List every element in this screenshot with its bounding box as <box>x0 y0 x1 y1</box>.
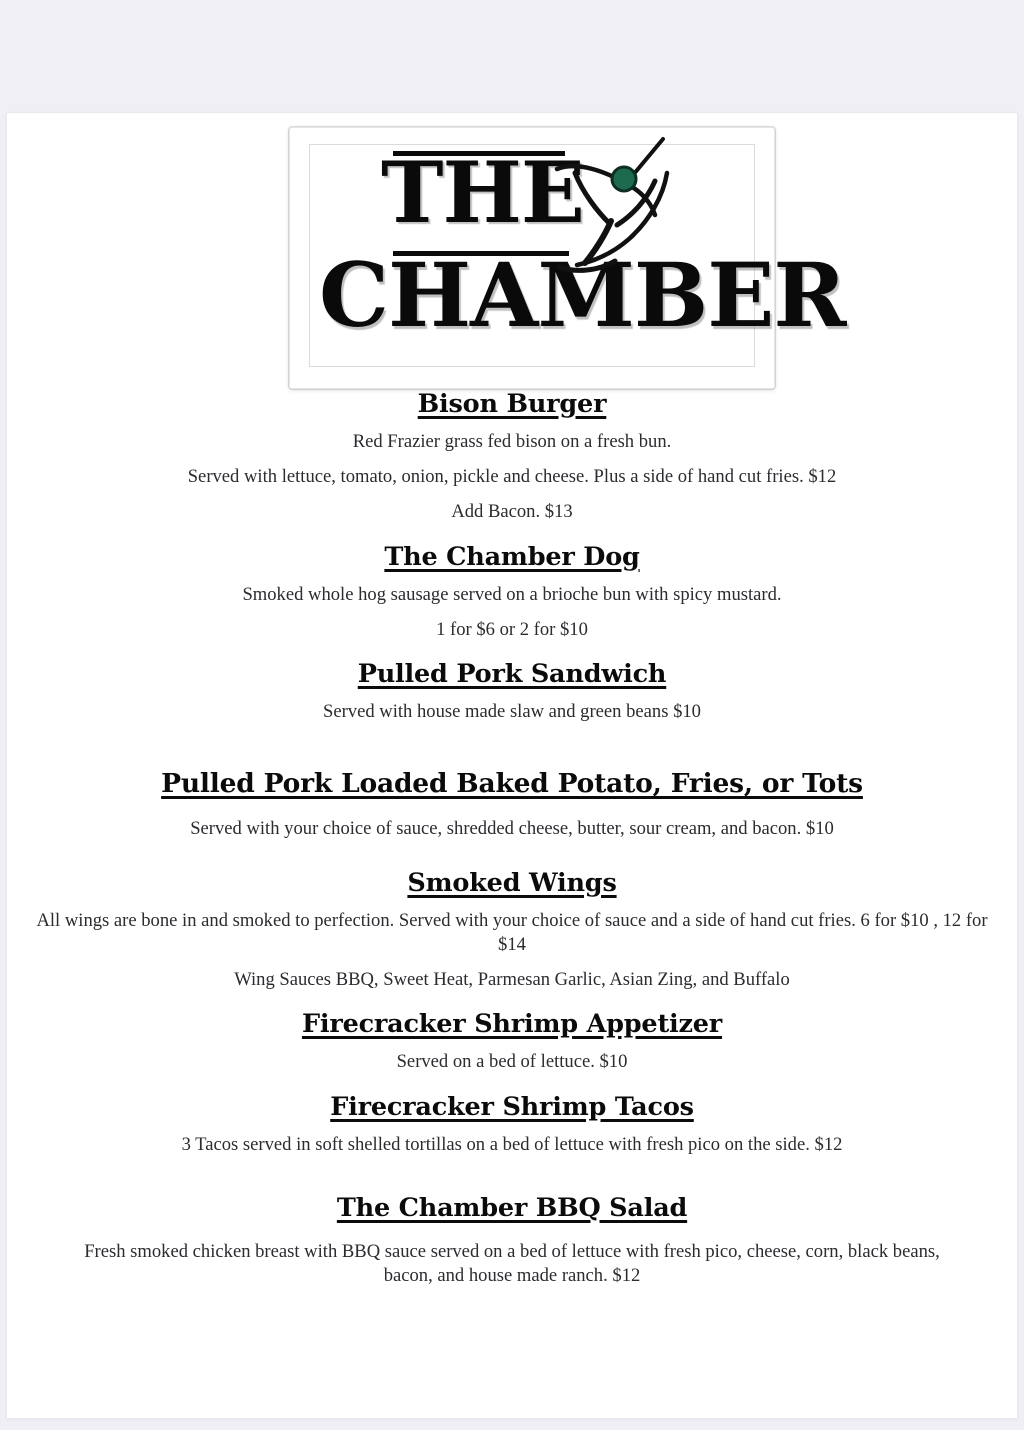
menu-item-description-line: Fresh smoked chicken breast with BBQ sauce served on a bed of lettuce with fresh pico, cheese, corn, black beans, bacon, and house made ranch. $12 <box>84 1240 940 1287</box>
menu-item-title: Pulled Pork Loaded Baked Potato, Fries, or Tots <box>161 768 863 800</box>
menu-item-title: The Chamber Dog <box>384 541 640 572</box>
menu-item-description-line: Wing Sauces BBQ, Sweet Heat, Parmesan Garlic, Asian Zing, and Buffalo <box>234 969 790 991</box>
menu-item-title: Firecracker Shrimp Tacos <box>330 1091 694 1122</box>
menu-item-title: Pulled Pork Sandwich <box>357 659 667 690</box>
menu-item-description-line: 1 for $6 or 2 for $10 <box>436 618 588 640</box>
menu-page <box>7 113 1017 1418</box>
menu-item-description-line: Served with house made slaw and green beans $10 <box>323 701 701 723</box>
menu-item-title: Firecracker Shrimp Appetizer <box>301 1009 723 1040</box>
menu-item-description-line: Smoked whole hog sausage served on a brioche bun with spicy mustard. <box>242 583 782 605</box>
menu-item-description-line: Red Frazier grass fed bison on a fresh bun. <box>352 431 672 453</box>
olive-icon <box>612 167 636 191</box>
restaurant-logo <box>289 127 846 389</box>
menu-item-description-line: Served with your choice of sauce, shredded cheese, butter, sour cream, and bacon. $10 <box>190 817 834 839</box>
menu-item <box>7 1193 1017 1288</box>
menu-item-description-line: Add Bacon. $13 <box>451 501 573 523</box>
menu-item <box>7 1009 1017 1074</box>
menu-item <box>7 768 1017 840</box>
menu-item-title: Smoked Wings <box>407 867 617 898</box>
menu-item <box>7 542 1017 642</box>
menu-item-description-line: 3 Tacos served in soft shelled tortillas on a bed of lettuce with fresh pico on the side. $12 <box>181 1133 843 1155</box>
menu-item <box>7 1092 1017 1157</box>
logo-artwork <box>289 127 846 389</box>
menu-item-description-line: Served with lettuce, tomato, onion, pickle and cheese. Plus a side of hand cut fries. $12 <box>187 466 837 488</box>
martini-glass-icon <box>551 135 683 275</box>
menu-item-title: The Chamber BBQ Salad <box>336 1192 688 1223</box>
menu-item <box>7 659 1017 724</box>
menu-item-title: Bison Burger <box>417 389 607 419</box>
menu-item <box>7 389 1017 525</box>
menu-item-description-line: Served on a bed of lettuce. $10 <box>396 1051 628 1073</box>
menu-item <box>7 868 1017 993</box>
logo-line-chamber: CHAMBER <box>319 243 846 347</box>
logo-line-the: THE <box>381 143 584 242</box>
menu-item-description-line: All wings are bone in and smoked to perfection. Served with your choice of sauce and a side of hand cut fries. 6 for $10 , 12 for $14 <box>36 909 988 955</box>
menu-items-list <box>7 389 1017 1288</box>
